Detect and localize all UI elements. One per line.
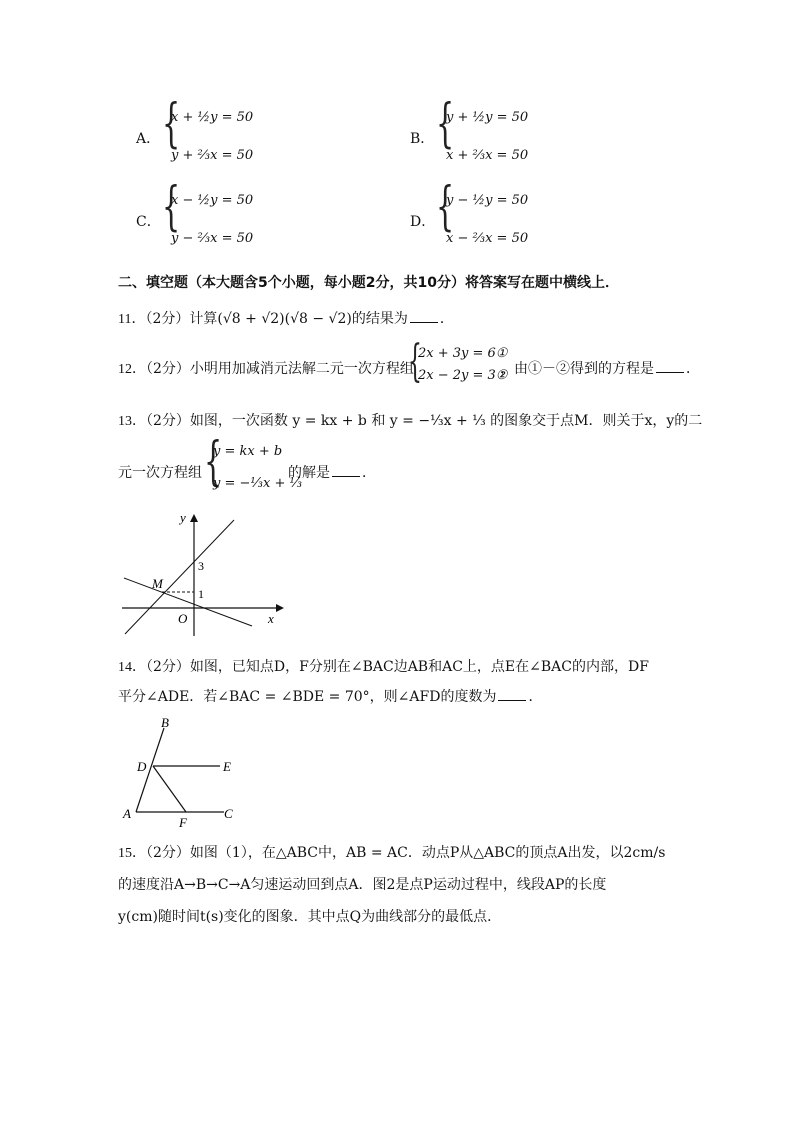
answer-blank[interactable] bbox=[656, 360, 684, 373]
x-label: x bbox=[268, 611, 274, 626]
option-c-eq2: y − ⅔x = 50 bbox=[171, 231, 254, 246]
question-score: （2分） bbox=[146, 413, 190, 429]
label-f: F bbox=[179, 815, 187, 830]
question-12-tail bbox=[500, 358, 700, 378]
label-a: A bbox=[123, 806, 131, 821]
question-13-line1 bbox=[118, 410, 702, 430]
question-text: ，由①－②得到的方程是 bbox=[500, 361, 654, 377]
x-axis-arrow bbox=[276, 604, 284, 612]
option-c-label: C． bbox=[136, 214, 161, 230]
line-neg-third bbox=[124, 578, 252, 626]
brace: { bbox=[162, 177, 181, 237]
q13-eq1: y = kx + b bbox=[213, 444, 283, 459]
option-d-eq1: y − ½y = 50 bbox=[446, 193, 529, 208]
question-13-line2-pre: 元一次方程组 bbox=[118, 465, 202, 481]
option-a-eq2: y + ⅔x = 50 bbox=[171, 148, 254, 163]
punct: ． bbox=[528, 689, 543, 705]
question-text: 小明用加减消元法解二元一次方程组 bbox=[189, 361, 414, 377]
question-score: （2分） bbox=[145, 311, 190, 327]
brace: { bbox=[436, 94, 455, 154]
question-number: 14． bbox=[118, 660, 146, 675]
brace: { bbox=[162, 94, 181, 154]
figure-14-geometry bbox=[118, 712, 248, 830]
question-11 bbox=[118, 308, 454, 328]
figure-13-graph bbox=[118, 508, 288, 638]
question-15-line3: y(cm)随时间t(s)变化的图象．其中点Q为曲线部分的最低点． bbox=[118, 909, 502, 925]
origin-label: O bbox=[178, 611, 188, 626]
option-a-eq1: x + ½y = 50 bbox=[171, 110, 254, 125]
label-c: C bbox=[224, 806, 233, 821]
label-b: B bbox=[161, 715, 169, 730]
q12-eq2: 2x − 2y = 3② bbox=[418, 368, 508, 383]
question-14-line2 bbox=[118, 686, 542, 706]
question-text: 的解是 bbox=[288, 465, 330, 481]
question-score: （2分） bbox=[146, 659, 190, 675]
question-number: 15． bbox=[118, 846, 146, 861]
q12-eq1: 2x + 3y = 6① bbox=[418, 346, 508, 361]
label-e: E bbox=[223, 759, 231, 774]
question-12-lead bbox=[118, 358, 414, 378]
q13-eq2: y = −⅓x + ⅓ bbox=[213, 476, 303, 491]
answer-blank[interactable] bbox=[332, 464, 360, 477]
question-number: 12． bbox=[118, 362, 146, 377]
label-d: D bbox=[137, 759, 147, 774]
question-text: 计算(√8 + √2)(√8 − √2)的结果为 bbox=[189, 311, 408, 327]
question-15-line2: 的速度沿A→B→C→A匀速运动回到点A．图2是点P运动过程中，线段AP的长度 bbox=[118, 877, 607, 893]
option-b-label: B． bbox=[410, 131, 435, 147]
question-13-line2-post bbox=[288, 462, 376, 482]
y-label: y bbox=[180, 510, 186, 525]
punct: ． bbox=[686, 361, 700, 377]
brace: { bbox=[408, 336, 422, 387]
y-axis-arrow bbox=[190, 514, 198, 522]
punct: ． bbox=[362, 465, 376, 481]
option-c-eq1: x − ½y = 50 bbox=[171, 193, 254, 208]
tick-3-label: 3 bbox=[198, 559, 204, 573]
brace: { bbox=[436, 177, 455, 237]
question-number: 13． bbox=[118, 414, 146, 429]
question-14-line1 bbox=[118, 656, 649, 676]
segment-df bbox=[153, 766, 186, 812]
question-score: （2分） bbox=[146, 361, 190, 377]
section-title: 二、填空题（本大题含5个小题，每小题2分，共10分）将答案写在题中横线上． bbox=[118, 275, 619, 291]
option-d-eq2: x − ⅔x = 50 bbox=[446, 231, 529, 246]
question-score: （2分） bbox=[146, 845, 190, 861]
option-d-label: D． bbox=[410, 214, 436, 230]
question-number: 11． bbox=[118, 312, 146, 327]
answer-blank[interactable] bbox=[410, 310, 438, 323]
question-text: 如图，一次函数 y = kx + b 和 y = −⅓x + ⅓ 的图象交于点M．则关于x，y的二 bbox=[189, 413, 703, 429]
option-a-label: A． bbox=[136, 131, 161, 147]
option-b-eq1: y + ½y = 50 bbox=[446, 110, 529, 125]
brace: { bbox=[204, 432, 223, 492]
question-15-line1 bbox=[118, 842, 665, 862]
answer-blank[interactable] bbox=[498, 688, 526, 701]
option-b-eq2: x + ⅔x = 50 bbox=[446, 148, 529, 163]
question-text: 如图（1），在△ABC中，AB = AC．动点P从△ABC的顶点A出发，以2cm/s bbox=[189, 845, 666, 861]
question-text: 平分∠ADE．若∠BAC = ∠BDE = 70°，则∠AFD的度数为 bbox=[118, 689, 497, 705]
point-m-label: M bbox=[152, 576, 163, 591]
punct: ． bbox=[439, 311, 454, 327]
question-text: 如图，已知点D，F分别在∠BAC边AB和AC上，点E在∠BAC的内部，DF bbox=[189, 659, 649, 675]
tick-1-label: 1 bbox=[198, 587, 204, 601]
